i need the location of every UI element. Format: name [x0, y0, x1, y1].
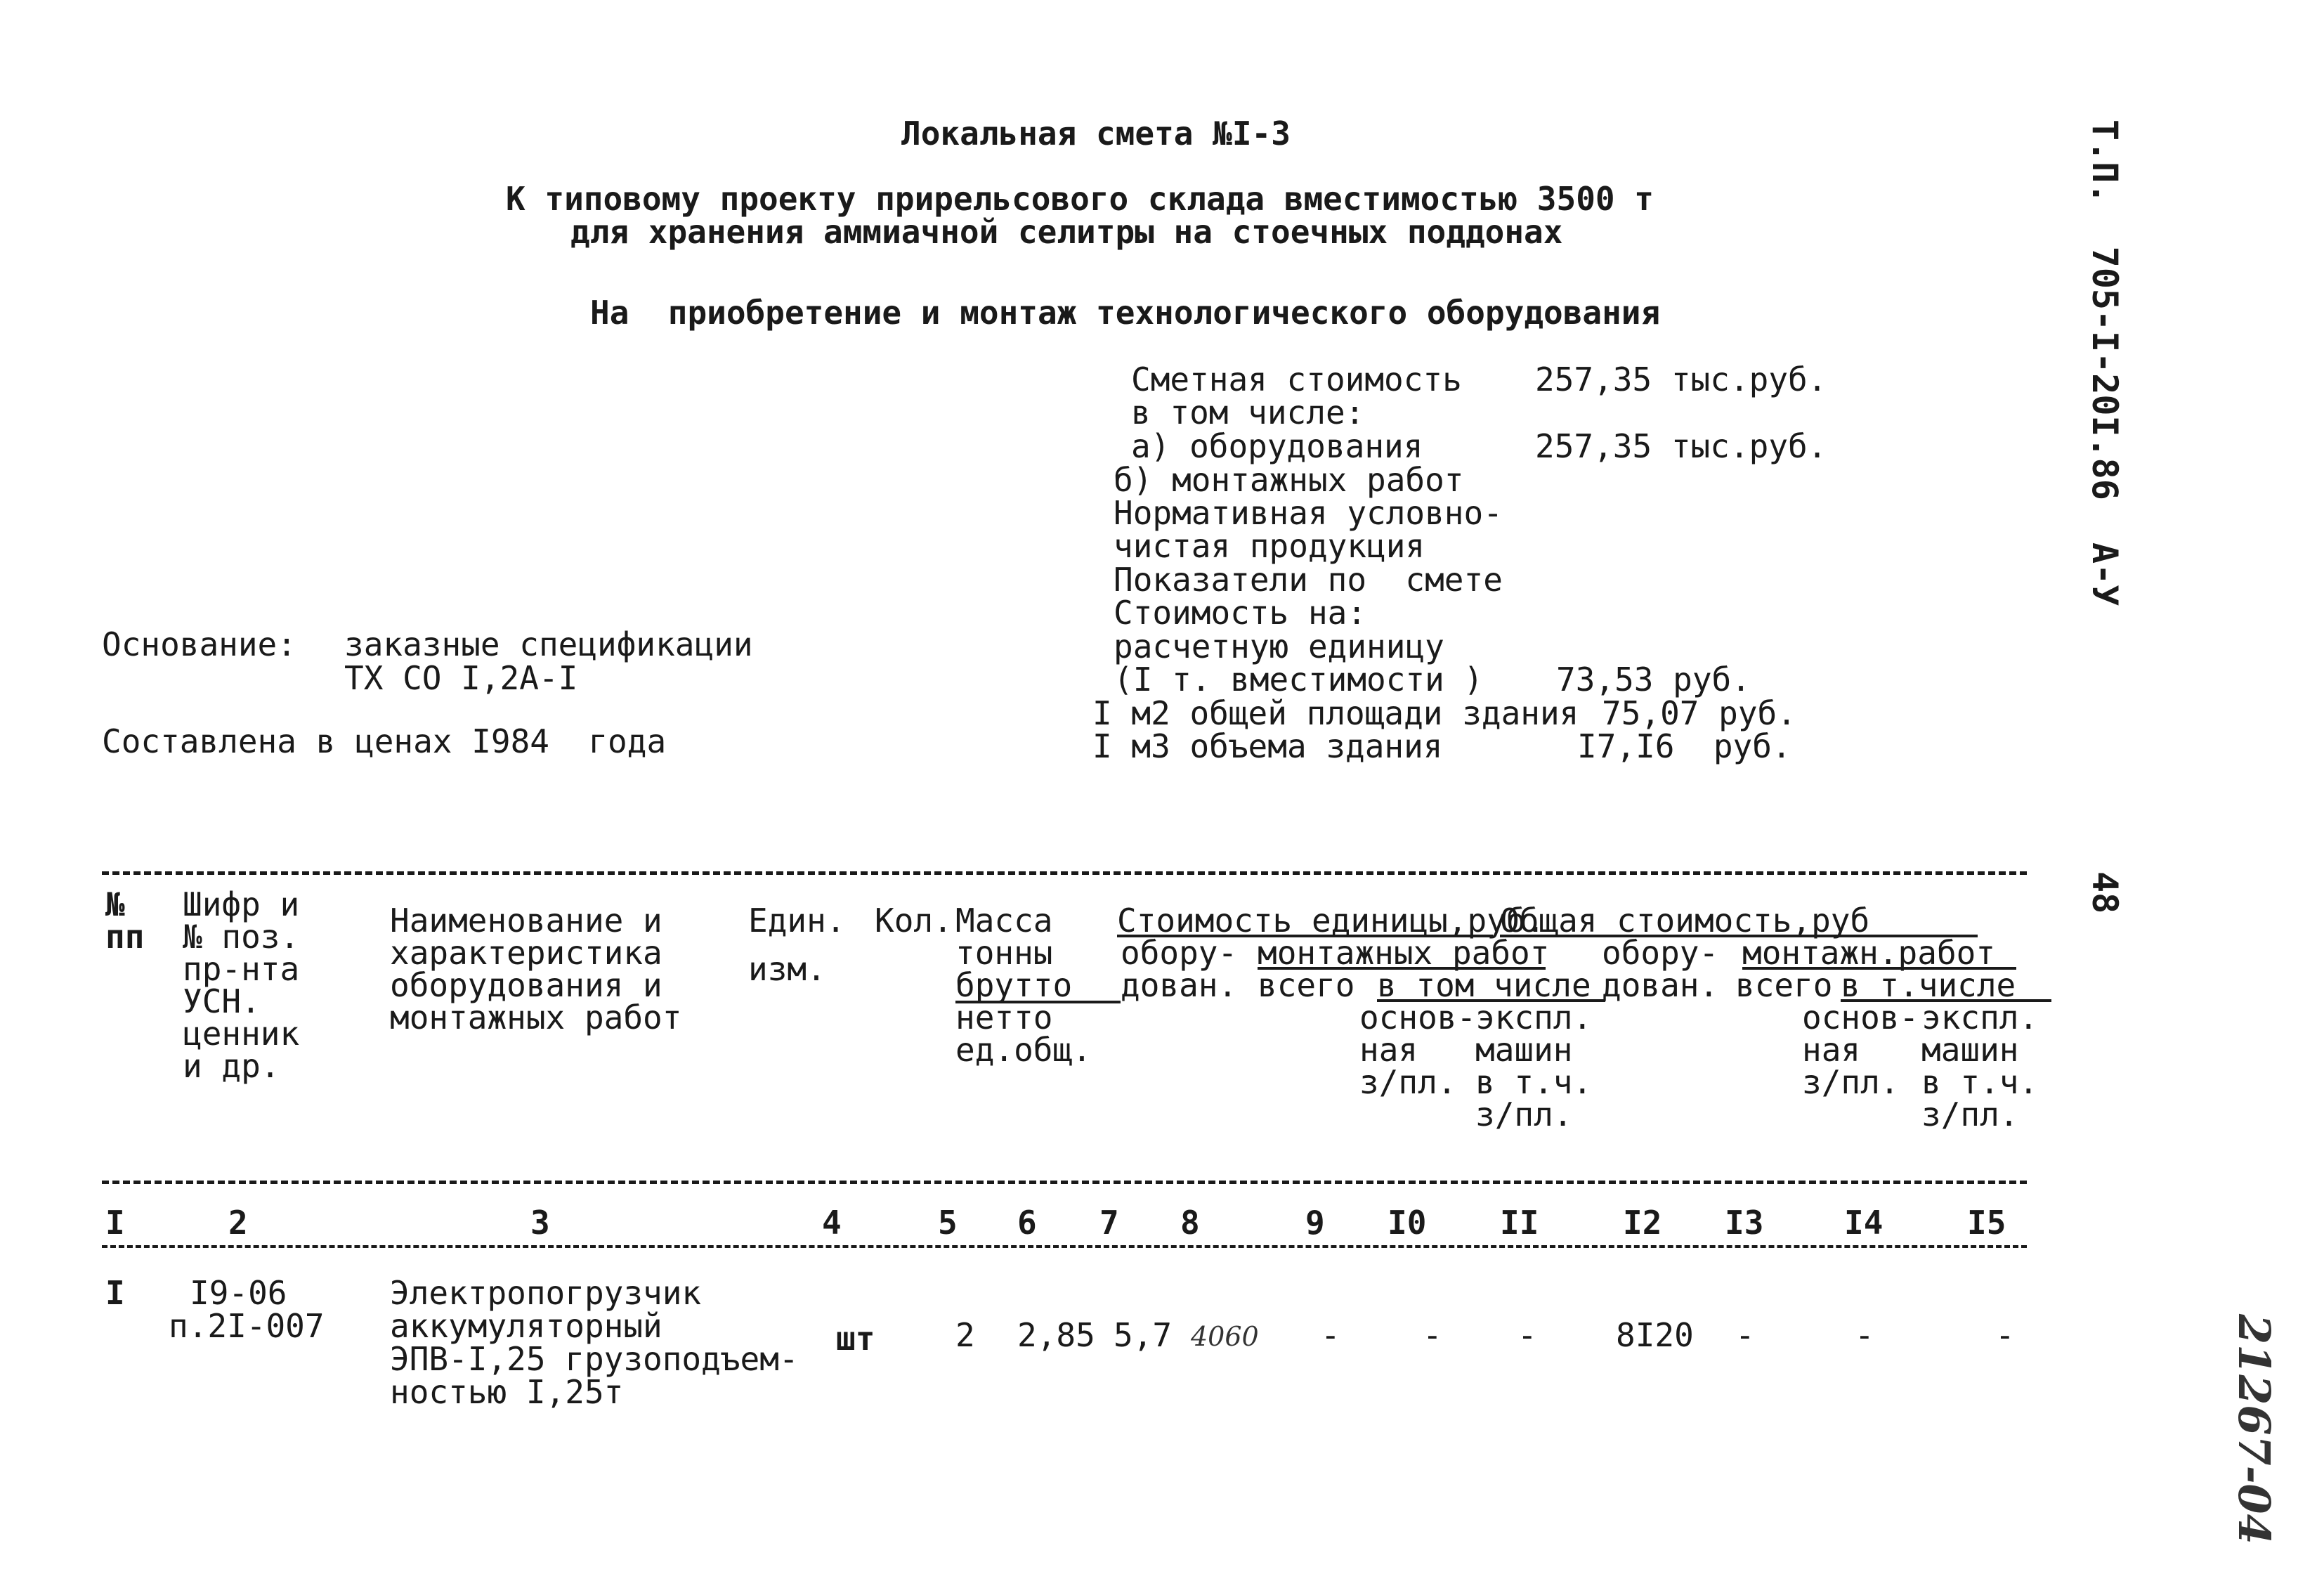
column-number: I3	[1725, 1204, 1764, 1242]
header-col-5: Кол.	[875, 902, 953, 939]
header-operation-line-3: в т.ч.	[1475, 1063, 1593, 1101]
header-total-cost: Общая стоимость,руб	[1500, 902, 1870, 939]
header-total-basic-line-1: основ-	[1802, 999, 1919, 1036]
header-col-2-line-5: ценник	[183, 1015, 300, 1053]
header-col-3-line-2: характеристика	[390, 934, 662, 972]
header-equip-unit-line-1: обору-	[1121, 934, 1238, 972]
prices-year: Составлена в ценах I984 года	[102, 722, 667, 760]
row-mount-total: -	[1321, 1316, 1340, 1354]
page-number: 48	[2084, 871, 2125, 914]
row-mass-total: 5,7	[1114, 1316, 1173, 1354]
column-number: I	[105, 1204, 125, 1242]
estimate-purpose: На приобретение и монтаж технологического оборудования	[590, 294, 1661, 332]
equipment-label: а) оборудования	[1131, 427, 1423, 465]
row-mass: 2,85	[1017, 1316, 1095, 1354]
header-total-operation-line-4: з/пл.	[1921, 1095, 2019, 1133]
cost-per-label: Стоимость на:	[1114, 594, 1367, 632]
header-total-operation-line-3: в т.ч.	[1921, 1063, 2039, 1101]
header-col-6-line-2: тонны	[955, 934, 1053, 972]
row-total-mount: -	[1735, 1316, 1755, 1354]
column-number: II	[1500, 1204, 1539, 1242]
column-number: 2	[228, 1204, 248, 1242]
header-total-operation-line-1: экспл.	[1921, 999, 2039, 1036]
row-name-line-1: Электропогрузчик	[390, 1274, 702, 1312]
header-col-1-line-2: пп	[105, 918, 145, 956]
subtitle-line-1: К типовому проекту прирельсового склада вместимостью 3500 т	[506, 180, 1654, 218]
equipment-value: 257,35 тыс.руб.	[1535, 427, 1827, 465]
header-mount-total: всего	[1258, 966, 1355, 1004]
header-col-1-line-1: №	[105, 885, 125, 923]
header-basic-line-1: основ-	[1359, 999, 1477, 1036]
per-ton-label: (I т. вместимости )	[1114, 661, 1484, 698]
per-m3-value: I7,I6 руб.	[1577, 727, 1791, 765]
column-number: 7	[1099, 1204, 1119, 1242]
column-number: I5	[1967, 1204, 2006, 1242]
header-basic-line-3: з/пл.	[1359, 1063, 1457, 1101]
header-mount-total-including: в т.числе	[1841, 966, 2016, 1004]
per-m3-label: I м3 объема здания	[1092, 727, 1443, 765]
normative-line-2: чистая продукция	[1114, 527, 1425, 565]
header-col-6-line-5: ед.общ.	[955, 1031, 1092, 1069]
header-col-2-line-6: и др.	[183, 1047, 280, 1085]
project-code: Т.П. 705-I-20I.86 А-У	[2084, 119, 2125, 606]
header-col-6-line-1: Масса	[955, 902, 1053, 939]
indicators-label: Показатели по смете	[1114, 561, 1503, 599]
row-name-line-4: ностью I,25т	[390, 1373, 624, 1411]
per-ton-value: 73,53 руб.	[1556, 661, 1751, 698]
header-col-4-line-1: Един.	[748, 902, 846, 939]
basis-value-line-1: заказные спецификации	[344, 625, 753, 663]
column-number: I0	[1388, 1204, 1427, 1242]
header-unit-cost: Стоимость единицы,руб.	[1117, 902, 1546, 939]
document-title: Локальная смета №I-3	[901, 115, 1291, 152]
header-total-operation-line-2: машин	[1921, 1031, 2019, 1069]
header-col-2-line-4: УСН.	[183, 982, 261, 1020]
header-col-6-line-3: брутто	[955, 966, 1073, 1004]
row-basic-pay: -	[1423, 1316, 1442, 1354]
header-col-6-line-4: нетто	[955, 999, 1053, 1036]
cost-value: 257,35 тыс.руб.	[1535, 360, 1827, 398]
header-total-basic-line-3: з/пл.	[1802, 1063, 1900, 1101]
header-col-3-line-4: монтажных работ	[390, 999, 682, 1036]
header-operation-line-1: экспл.	[1475, 999, 1593, 1036]
row-total-operation: -	[1995, 1316, 2015, 1354]
header-total-basic-line-2: ная	[1802, 1031, 1861, 1069]
row-equip-cost-handwritten: 4060	[1191, 1321, 1259, 1352]
row-operation: -	[1517, 1316, 1537, 1354]
row-name-line-2: аккумуляторный	[390, 1307, 662, 1345]
row-number: I	[105, 1274, 125, 1312]
header-mount-works: монтажных работ	[1258, 934, 1550, 972]
header-equip-total-line-2: дован.	[1602, 966, 1719, 1004]
row-code-line-1: I9-06	[190, 1274, 287, 1312]
row-quantity: 2	[955, 1316, 975, 1354]
handwritten-code: 21267-04	[2228, 1314, 2280, 1545]
basis-value-line-2: ТХ СО I,2А-I	[344, 659, 578, 697]
table-top-rule	[102, 871, 2027, 875]
subtitle-line-2: для хранения аммиачной селитры на стоечных поддонах	[570, 213, 1563, 251]
row-total-equip: 8I20	[1616, 1316, 1694, 1354]
cost-label: Сметная стоимость	[1131, 360, 1462, 398]
row-name-line-3: ЭПВ-I,25 грузоподъем-	[390, 1340, 799, 1378]
column-number: I4	[1844, 1204, 1884, 1242]
header-operation-line-2: машин	[1475, 1031, 1573, 1069]
calc-unit-label: расчетную единицу	[1114, 628, 1444, 665]
header-mount-works-total: монтажн.работ	[1742, 934, 1996, 972]
header-equip-total-line-1: обору-	[1602, 934, 1719, 972]
header-col-3-line-1: Наименование и	[390, 902, 662, 939]
per-m2-label: I м2 общей площади здания	[1092, 694, 1579, 732]
header-mount-total-all: всего	[1735, 966, 1833, 1004]
table-header-rule	[102, 1181, 2027, 1184]
including-label: в том числе:	[1131, 394, 1365, 431]
column-number: 8	[1180, 1204, 1200, 1242]
column-number: 5	[938, 1204, 958, 1242]
column-number: 4	[822, 1204, 842, 1242]
per-m2-value: 75,07 руб.	[1602, 694, 1796, 732]
normative-line-1: Нормативная условно-	[1114, 494, 1503, 532]
column-numbers-rule	[102, 1245, 2027, 1248]
row-total-basic: -	[1855, 1316, 1874, 1354]
header-col-4-line-2: изм.	[748, 950, 826, 988]
header-col-2-line-3: пр-нта	[183, 950, 300, 988]
header-col-2-line-1: Шифр и	[183, 885, 300, 923]
header-basic-line-2: ная	[1359, 1031, 1418, 1069]
basis-label: Основание:	[102, 625, 296, 663]
column-number: 3	[530, 1204, 550, 1242]
header-equip-unit-line-2: дован.	[1121, 966, 1238, 1004]
header-operation-line-4: з/пл.	[1475, 1095, 1573, 1133]
header-col-3-line-3: оборудования и	[390, 966, 662, 1004]
row-unit: шт	[836, 1320, 875, 1358]
header-mount-including: в том числе	[1377, 966, 1591, 1004]
column-number: 6	[1017, 1204, 1037, 1242]
column-number: I2	[1623, 1204, 1662, 1242]
row-code-line-2: п.2I-007	[169, 1307, 325, 1345]
mounting-label: б) монтажных работ	[1114, 461, 1464, 499]
column-number: 9	[1305, 1204, 1325, 1242]
header-col-2-line-2: № поз.	[183, 918, 300, 956]
